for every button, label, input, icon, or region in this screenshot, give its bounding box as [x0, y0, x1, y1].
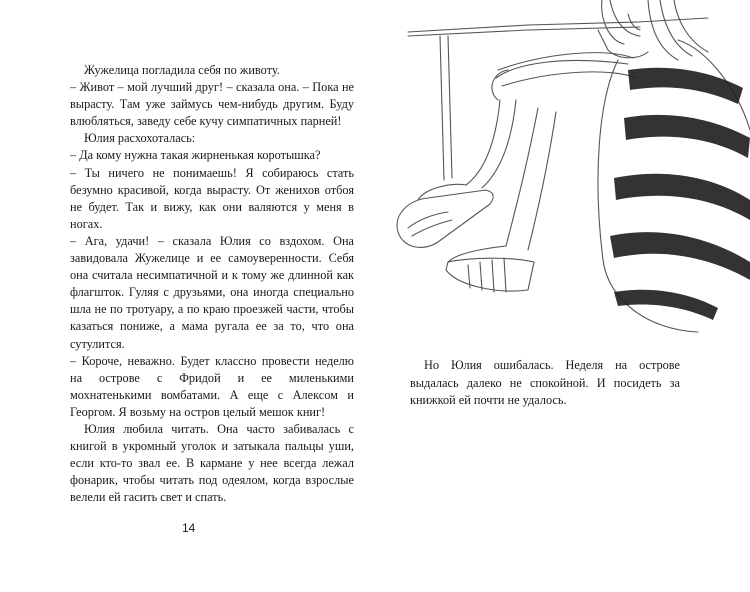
- paragraph: – Живот – мой лучший друг! – сказала она. – Пока не вырасту. Там уже займусь чем-нибудь другим. Буду влюбляться, заведу себе кучу симпатичных парней!: [70, 80, 354, 129]
- right-page-text: [410, 357, 680, 410]
- illustration-girl-sketch: [378, 0, 750, 345]
- paragraph: Жужелица погладила себя по животу.: [84, 63, 280, 77]
- paragraph: Но Юлия ошибалась. Неделя на острове выдалась далеко не спокойной. И посидеть за книжкой ей почти не удалось.: [410, 358, 680, 407]
- left-page-text: [70, 62, 354, 506]
- paragraph: – Ты ничего не понимаешь! Я собираюсь стать безумно красивой, когда вырасту. От женихов отбоя не будет. Так и вижу, как они валяются у меня в ногах.: [70, 165, 354, 231]
- page-number: 14: [182, 521, 196, 535]
- paragraph: – Да кому нужна такая жирненькая коротышка?: [70, 148, 321, 163]
- paragraph: – Короче, неважно. Будет классно провести неделю на острове с Фридой и ее миленькими мохнатенькими вомбатами. А еще с Алексом и Георгом. Я возьму на остров целый мешок книг!: [70, 353, 354, 419]
- paragraph: – Ага, удачи! – сказала Юлия со вздохом. Она завидовала Жужелице и ее самоуверенности. Себя она считала несимпатичной и к тому же длинной как флагшток. Гуляя с друзьями, она иногда специально шла не по тротуару, а по краю проезжей части, чтобы казаться пониже, а мама ругала ее за то, что она сутулится.: [70, 233, 354, 351]
- paragraph: Юлия расхохоталась:: [84, 131, 196, 146]
- paragraph: Юлия любила читать. Она часто забивалась с книгой в укромный уголок и затыкала пальцы уши, если кто-то звал ее. В кармане у нее всегда лежал фонарик, чтобы читать под одеялом, когда взрослые велели ей гасить свет и спать.: [70, 421, 354, 505]
